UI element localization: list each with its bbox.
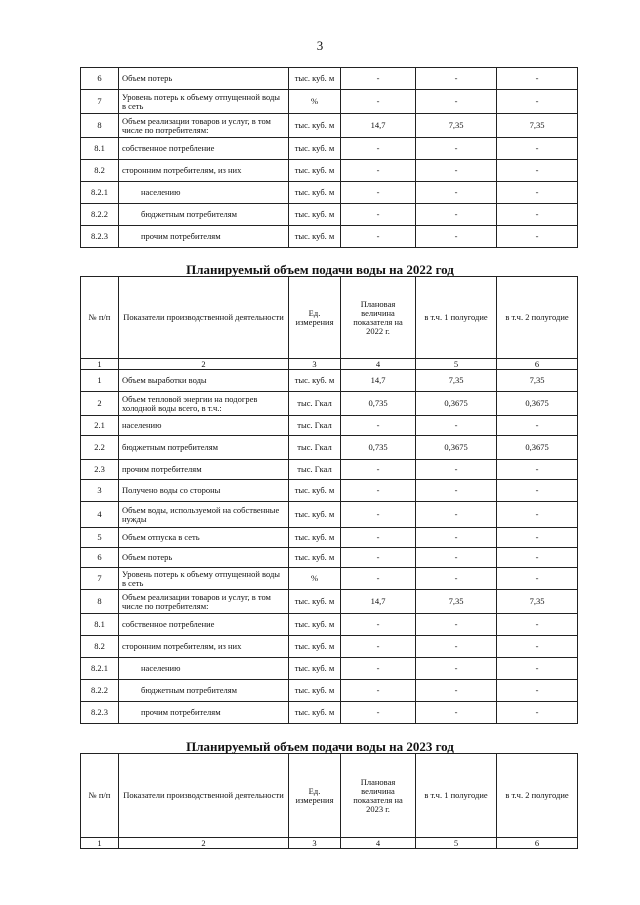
row-unit: тыс. куб. м <box>289 590 341 614</box>
table-2023 <box>80 753 578 849</box>
row-plan-value: - <box>341 138 416 160</box>
row-unit: тыс. куб. м <box>289 114 341 138</box>
row-half1: 0,3675 <box>416 392 497 416</box>
row-name: населению <box>119 658 289 680</box>
row-number: 8.2 <box>81 636 119 658</box>
row-plan-value: 14,7 <box>341 370 416 392</box>
row-unit: тыс. Гкал <box>289 436 341 460</box>
table-row <box>81 636 578 658</box>
header-plan-value: Плановая величина показателя на 2022 г. <box>341 277 416 359</box>
row-name: Уровень потерь к объему отпущенной воды в сеть <box>119 90 289 114</box>
row-unit: тыс. куб. м <box>289 636 341 658</box>
row-half2: - <box>497 614 578 636</box>
row-plan-value: - <box>341 226 416 248</box>
row-half2: - <box>497 480 578 502</box>
row-plan-value: - <box>341 204 416 226</box>
table-2022-title: Планируемый объем подачи воды на 2022 год <box>186 262 454 277</box>
row-half2: 7,35 <box>497 370 578 392</box>
row-half1: - <box>416 502 497 528</box>
row-name: прочим потребителям <box>119 702 289 724</box>
column-number: 1 <box>81 359 119 370</box>
row-number: 8.2.1 <box>81 182 119 204</box>
row-half2: 7,35 <box>497 114 578 138</box>
header-name: Показатели производственной деятельности <box>119 277 289 359</box>
row-name: Объем отпуска в сеть <box>119 528 289 548</box>
row-name: прочим потребителям <box>119 226 289 248</box>
row-name: собственное потребление <box>119 138 289 160</box>
table-2022 <box>80 276 578 724</box>
row-half1: - <box>416 460 497 480</box>
row-plan-value: - <box>341 460 416 480</box>
row-number: 2.2 <box>81 436 119 460</box>
row-half1: - <box>416 528 497 548</box>
row-number: 8.2 <box>81 160 119 182</box>
row-number: 6 <box>81 68 119 90</box>
row-unit: % <box>289 90 341 114</box>
row-plan-value: 14,7 <box>341 114 416 138</box>
row-half1: 7,35 <box>416 114 497 138</box>
row-name: населению <box>119 182 289 204</box>
column-number-row <box>81 359 578 370</box>
row-plan-value: - <box>341 658 416 680</box>
row-half2: - <box>497 702 578 724</box>
column-number: 3 <box>289 359 341 370</box>
header-half1: в т.ч. 1 полугодие <box>416 754 497 838</box>
table-continued <box>80 67 578 248</box>
table-row <box>81 460 578 480</box>
row-number: 1 <box>81 370 119 392</box>
table-row <box>81 436 578 460</box>
column-number: 4 <box>341 838 416 849</box>
column-number: 2 <box>119 359 289 370</box>
column-number: 5 <box>416 838 497 849</box>
row-number: 7 <box>81 568 119 590</box>
row-plan-value: - <box>341 568 416 590</box>
row-half1: 0,3675 <box>416 436 497 460</box>
row-number: 4 <box>81 502 119 528</box>
row-number: 8.1 <box>81 138 119 160</box>
row-name: прочим потребителям <box>119 460 289 480</box>
row-half2: 7,35 <box>497 590 578 614</box>
header-row <box>81 754 578 838</box>
table-row <box>81 658 578 680</box>
row-half1: - <box>416 680 497 702</box>
row-number: 8.1 <box>81 614 119 636</box>
row-half1: - <box>416 636 497 658</box>
column-number: 1 <box>81 838 119 849</box>
column-number-row <box>81 838 578 849</box>
row-half2: - <box>497 90 578 114</box>
row-number: 2.3 <box>81 460 119 480</box>
row-plan-value: - <box>341 548 416 568</box>
row-plan-value: - <box>341 502 416 528</box>
row-half2: - <box>497 658 578 680</box>
row-unit: тыс. куб. м <box>289 614 341 636</box>
table-row <box>81 226 578 248</box>
row-half2: - <box>497 460 578 480</box>
row-name: Объем воды, используемой на собственные нужды <box>119 502 289 528</box>
header-half1: в т.ч. 1 полугодие <box>416 277 497 359</box>
row-half2: 0,3675 <box>497 436 578 460</box>
header-row <box>81 277 578 359</box>
row-half1: - <box>416 658 497 680</box>
row-half2: - <box>497 204 578 226</box>
row-number: 8.2.3 <box>81 702 119 724</box>
header-plan-value: Плановая величина показателя на 2023 г. <box>341 754 416 838</box>
row-half2: - <box>497 636 578 658</box>
table-row <box>81 204 578 226</box>
row-plan-value: - <box>341 680 416 702</box>
row-number: 3 <box>81 480 119 502</box>
row-name: Объем потерь <box>119 548 289 568</box>
row-unit: тыс. куб. м <box>289 370 341 392</box>
table-row <box>81 548 578 568</box>
row-name: Объем реализации товаров и услуг, в том числе по потребителям: <box>119 590 289 614</box>
row-unit: тыс. Гкал <box>289 460 341 480</box>
row-unit: тыс. Гкал <box>289 392 341 416</box>
row-half2: - <box>497 160 578 182</box>
row-half1: - <box>416 68 497 90</box>
header-name: Показатели производственной деятельности <box>119 754 289 838</box>
row-plan-value: - <box>341 416 416 436</box>
row-unit: % <box>289 568 341 590</box>
row-plan-value: 0,735 <box>341 436 416 460</box>
row-half2: - <box>497 138 578 160</box>
row-unit: тыс. куб. м <box>289 204 341 226</box>
row-number: 8 <box>81 590 119 614</box>
row-plan-value: - <box>341 636 416 658</box>
row-name: Уровень потерь к объему отпущенной воды в сеть <box>119 568 289 590</box>
row-plan-value: - <box>341 68 416 90</box>
row-unit: тыс. куб. м <box>289 160 341 182</box>
row-unit: тыс. куб. м <box>289 528 341 548</box>
row-half1: - <box>416 614 497 636</box>
header-number: № п/п <box>81 277 119 359</box>
row-unit: тыс. куб. м <box>289 702 341 724</box>
table-row <box>81 590 578 614</box>
row-half1: - <box>416 568 497 590</box>
page-number: 3 <box>316 38 324 53</box>
row-unit: тыс. куб. м <box>289 502 341 528</box>
row-number: 8 <box>81 114 119 138</box>
row-half1: - <box>416 480 497 502</box>
row-half1: 7,35 <box>416 590 497 614</box>
row-name: бюджетным потребителям <box>119 436 289 460</box>
row-name: собственное потребление <box>119 614 289 636</box>
row-name: бюджетным потребителям <box>119 680 289 702</box>
column-number: 4 <box>341 359 416 370</box>
row-unit: тыс. куб. м <box>289 138 341 160</box>
row-half2: - <box>497 680 578 702</box>
row-half1: - <box>416 226 497 248</box>
row-unit: тыс. куб. м <box>289 226 341 248</box>
row-number: 2.1 <box>81 416 119 436</box>
row-unit: тыс. куб. м <box>289 68 341 90</box>
row-half2: - <box>497 568 578 590</box>
row-name: сторонним потребителям, из них <box>119 636 289 658</box>
row-name: Получено воды со стороны <box>119 480 289 502</box>
row-half1: - <box>416 416 497 436</box>
table-row <box>81 416 578 436</box>
row-number: 8.2.2 <box>81 204 119 226</box>
column-number: 3 <box>289 838 341 849</box>
table-row <box>81 480 578 502</box>
header-half2: в т.ч. 2 полугодие <box>497 277 578 359</box>
table-row <box>81 702 578 724</box>
table-row <box>81 182 578 204</box>
row-plan-value: - <box>341 528 416 548</box>
row-number: 8.2.3 <box>81 226 119 248</box>
table-row <box>81 392 578 416</box>
row-plan-value: - <box>341 614 416 636</box>
row-unit: тыс. куб. м <box>289 480 341 502</box>
table-row <box>81 614 578 636</box>
table-row <box>81 114 578 138</box>
row-number: 6 <box>81 548 119 568</box>
row-name: сторонним потребителям, из них <box>119 160 289 182</box>
row-name: населению <box>119 416 289 436</box>
header-unit: Ед. измерения <box>289 277 341 359</box>
row-unit: тыс. куб. м <box>289 680 341 702</box>
row-name: Объем тепловой энергии на подогрев холодной воды всего, в т.ч.: <box>119 392 289 416</box>
column-number: 6 <box>497 838 578 849</box>
row-name: Объем потерь <box>119 68 289 90</box>
table-row <box>81 502 578 528</box>
header-half2: в т.ч. 2 полугодие <box>497 754 578 838</box>
row-plan-value: - <box>341 160 416 182</box>
row-number: 8.2.2 <box>81 680 119 702</box>
row-number: 7 <box>81 90 119 114</box>
table-row <box>81 528 578 548</box>
row-number: 2 <box>81 392 119 416</box>
row-half1: - <box>416 182 497 204</box>
row-name: Объем реализации товаров и услуг, в том числе по потребителям: <box>119 114 289 138</box>
table-row <box>81 138 578 160</box>
row-name: бюджетным потребителям <box>119 204 289 226</box>
row-half1: - <box>416 548 497 568</box>
row-half1: - <box>416 90 497 114</box>
row-number: 5 <box>81 528 119 548</box>
row-plan-value: 0,735 <box>341 392 416 416</box>
row-unit: тыс. куб. м <box>289 658 341 680</box>
row-half1: - <box>416 702 497 724</box>
row-plan-value: - <box>341 480 416 502</box>
column-number: 2 <box>119 838 289 849</box>
row-plan-value: - <box>341 702 416 724</box>
row-half2: 0,3675 <box>497 392 578 416</box>
row-number: 8.2.1 <box>81 658 119 680</box>
header-number: № п/п <box>81 754 119 838</box>
row-half2: - <box>497 416 578 436</box>
table-row <box>81 160 578 182</box>
row-half2: - <box>497 226 578 248</box>
row-half1: - <box>416 160 497 182</box>
row-half1: 7,35 <box>416 370 497 392</box>
row-half2: - <box>497 68 578 90</box>
row-unit: тыс. Гкал <box>289 416 341 436</box>
row-plan-value: - <box>341 182 416 204</box>
row-unit: тыс. куб. м <box>289 182 341 204</box>
column-number: 6 <box>497 359 578 370</box>
row-plan-value: 14,7 <box>341 590 416 614</box>
row-half2: - <box>497 548 578 568</box>
row-half2: - <box>497 502 578 528</box>
table-row <box>81 68 578 90</box>
row-half2: - <box>497 528 578 548</box>
table-row <box>81 370 578 392</box>
row-half1: - <box>416 204 497 226</box>
table-row <box>81 568 578 590</box>
row-unit: тыс. куб. м <box>289 548 341 568</box>
row-name: Объем выработки воды <box>119 370 289 392</box>
row-half1: - <box>416 138 497 160</box>
row-half2: - <box>497 182 578 204</box>
row-plan-value: - <box>341 90 416 114</box>
header-unit: Ед. измерения <box>289 754 341 838</box>
table-row <box>81 680 578 702</box>
table-2023-title: Планируемый объем подачи воды на 2023 год <box>186 739 454 754</box>
table-row <box>81 90 578 114</box>
column-number: 5 <box>416 359 497 370</box>
